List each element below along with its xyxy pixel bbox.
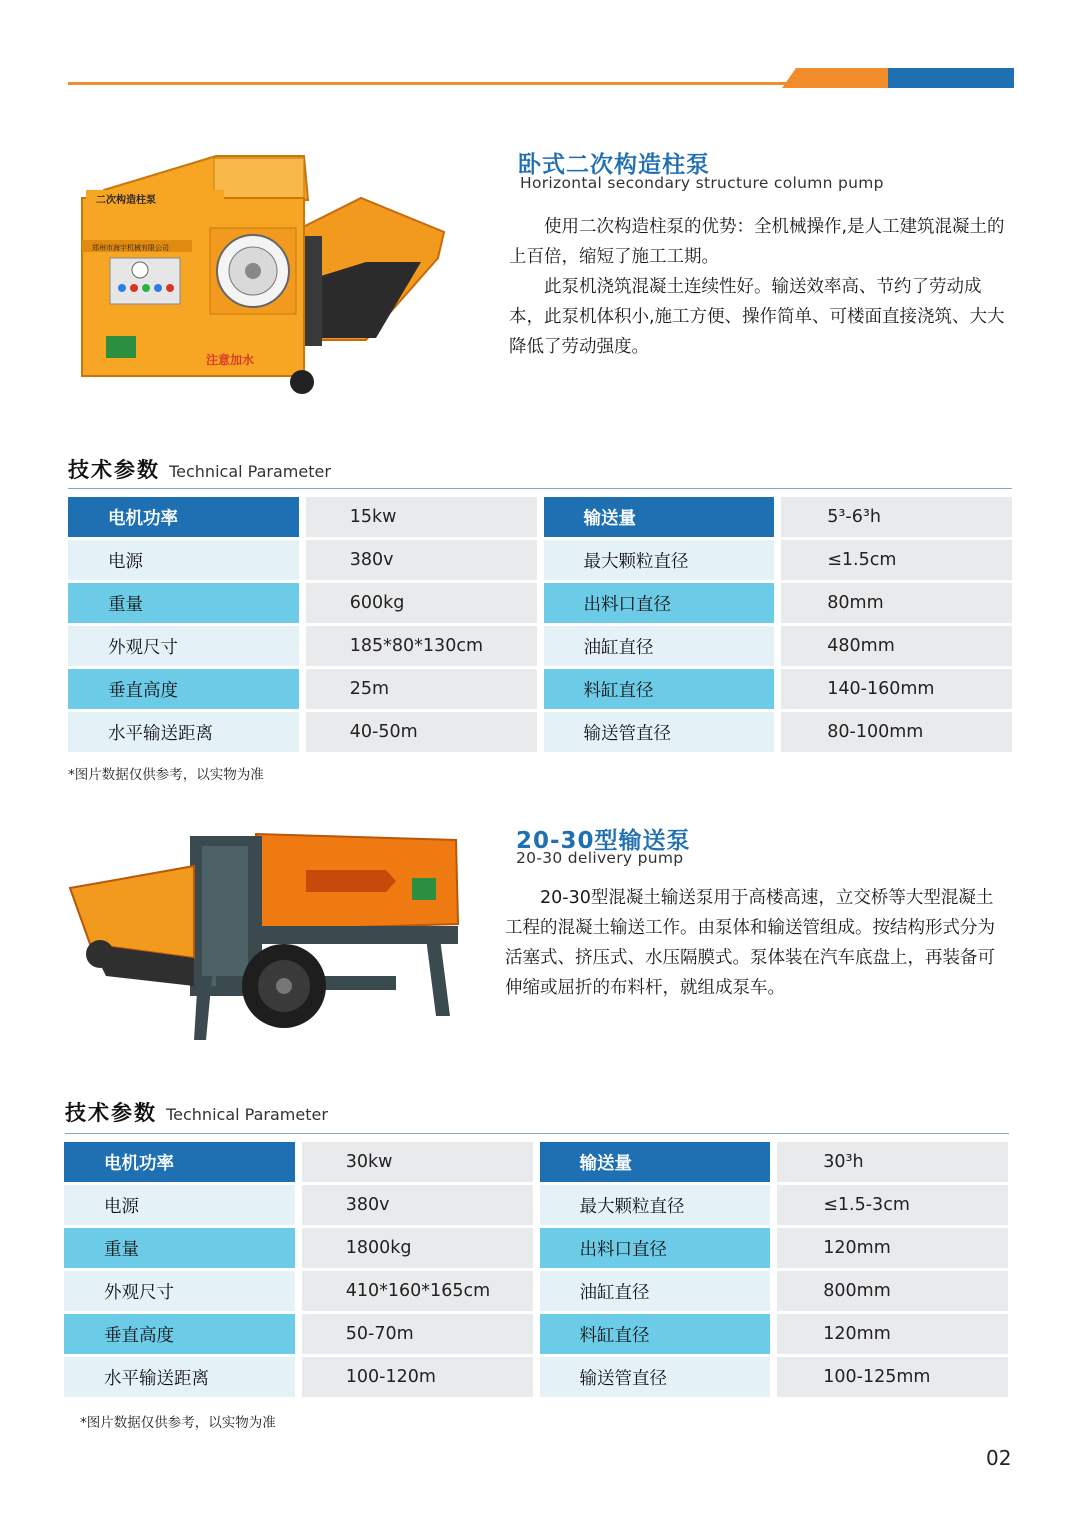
pump-plate-label: 郑州市海宇机械有限公司 (92, 244, 169, 252)
param-label: 出料口直径 (544, 583, 775, 623)
param-value: 380v (306, 540, 537, 580)
param-value: ≤1.5-3cm (777, 1185, 1008, 1225)
param-label: 电源 (64, 1185, 295, 1225)
section-title-zh: 技术参数 (65, 1101, 157, 1125)
param-value: 1800kg (302, 1228, 533, 1268)
section-title-zh: 技术参数 (68, 458, 160, 482)
param-label: 油缸直径 (540, 1271, 771, 1311)
param-label: 最大颗粒直径 (540, 1185, 771, 1225)
param-label: 外观尺寸 (64, 1271, 295, 1311)
description-paragraph: 20-30型混凝土输送泵用于高楼高速，立交桥等大型混凝土工程的混凝土输送工作。由泵体和输送管组成。按结构形式分为活塞式、挤压式、水压隔膜式。泵体装在汽车底盘上，再装备可伸缩或屈折的布料杆，就组成泵车。 (505, 888, 995, 998)
param-label: 最大颗粒直径 (544, 540, 775, 580)
table-row (64, 1185, 1008, 1228)
param-value: 120mm (777, 1314, 1008, 1354)
delivery-pump-image (66, 826, 462, 1048)
product-title: 卧式二次构造柱泵 (518, 152, 710, 178)
param-value: 410*160*165cm (302, 1271, 533, 1311)
param-value: 80-100mm (781, 712, 1012, 752)
param-value: 30³h (777, 1142, 1008, 1182)
param-value: 30kw (302, 1142, 533, 1182)
table-row (68, 669, 1012, 712)
product-subtitle: 20-30 delivery pump (516, 849, 684, 867)
top-orange-rule (68, 82, 790, 85)
table-row (68, 540, 1012, 583)
param-label: 垂直高度 (68, 669, 299, 709)
param-label: 重量 (68, 583, 299, 623)
param-label: 出料口直径 (540, 1228, 771, 1268)
section-title (65, 1097, 328, 1127)
description-paragraph: 此泵机浇筑混凝土连续性好。输送效率高、节约了劳动成本，此泵机体积小,施工方便、操作简单、可楼面直接浇筑、大大降低了劳动强度。 (509, 277, 1005, 357)
table-row (64, 1357, 1008, 1400)
disclaimer-note: *图片数据仅供参考，以实物为准 (80, 1415, 276, 1431)
param-label: 输送管直径 (544, 712, 775, 752)
product-subtitle: Horizontal secondary structure column pump (520, 174, 884, 192)
horizontal-column-pump-image (76, 150, 452, 396)
section-title-en: Technical Parameter (166, 1105, 328, 1124)
param-label: 水平输送距离 (68, 712, 299, 752)
description-paragraph: 使用二次构造柱泵的优势：全机械操作,是人工建筑混凝土的上百倍，缩短了施工工期。 (509, 217, 1005, 267)
parameter-table (64, 1142, 1008, 1400)
param-value: 100-120m (302, 1357, 533, 1397)
table-row (64, 1271, 1008, 1314)
param-value: 600kg (306, 583, 537, 623)
section-rule (68, 488, 1012, 489)
param-value: 800mm (777, 1271, 1008, 1311)
param-value: 25m (306, 669, 537, 709)
param-value: 140-160mm (781, 669, 1012, 709)
param-label: 料缸直径 (540, 1314, 771, 1354)
product-title: 20-30型输送泵 (516, 828, 691, 854)
param-label: 电机功率 (64, 1142, 295, 1182)
param-label: 油缸直径 (544, 626, 775, 666)
param-value: 40-50m (306, 712, 537, 752)
param-value: 380v (302, 1185, 533, 1225)
product-description (505, 883, 1010, 1003)
top-orange-block (782, 68, 890, 88)
param-value: 50-70m (302, 1314, 533, 1354)
param-label: 重量 (64, 1228, 295, 1268)
page-number: 02 (986, 1446, 1012, 1470)
table-row (64, 1228, 1008, 1271)
parameter-table (68, 497, 1012, 755)
param-label: 输送管直径 (540, 1357, 771, 1397)
table-row (68, 712, 1012, 755)
top-blue-block (888, 68, 1014, 88)
param-value: 100-125mm (777, 1357, 1008, 1397)
param-value: 480mm (781, 626, 1012, 666)
product-description (509, 212, 1014, 362)
section-title-en: Technical Parameter (169, 462, 331, 481)
section-rule (65, 1133, 1009, 1134)
param-value: 80mm (781, 583, 1012, 623)
table-row (68, 583, 1012, 626)
param-value: 120mm (777, 1228, 1008, 1268)
pump-slogan-label: 注意加水 (206, 353, 255, 367)
table-row (68, 497, 1012, 540)
table-row (64, 1142, 1008, 1185)
table-row (64, 1314, 1008, 1357)
pump-header-label: 二次构造柱泵 (96, 195, 156, 206)
param-label: 外观尺寸 (68, 626, 299, 666)
param-value: 5³-6³h (781, 497, 1012, 537)
param-label: 输送量 (544, 497, 775, 537)
param-value: ≤1.5cm (781, 540, 1012, 580)
param-label: 输送量 (540, 1142, 771, 1182)
param-label: 电源 (68, 540, 299, 580)
param-label: 料缸直径 (544, 669, 775, 709)
param-label: 水平输送距离 (64, 1357, 295, 1397)
section-title (68, 454, 331, 484)
table-row (68, 626, 1012, 669)
param-value: 15kw (306, 497, 537, 537)
disclaimer-note: *图片数据仅供参考，以实物为准 (68, 767, 264, 783)
param-label: 电机功率 (68, 497, 299, 537)
param-value: 185*80*130cm (306, 626, 537, 666)
param-label: 垂直高度 (64, 1314, 295, 1354)
